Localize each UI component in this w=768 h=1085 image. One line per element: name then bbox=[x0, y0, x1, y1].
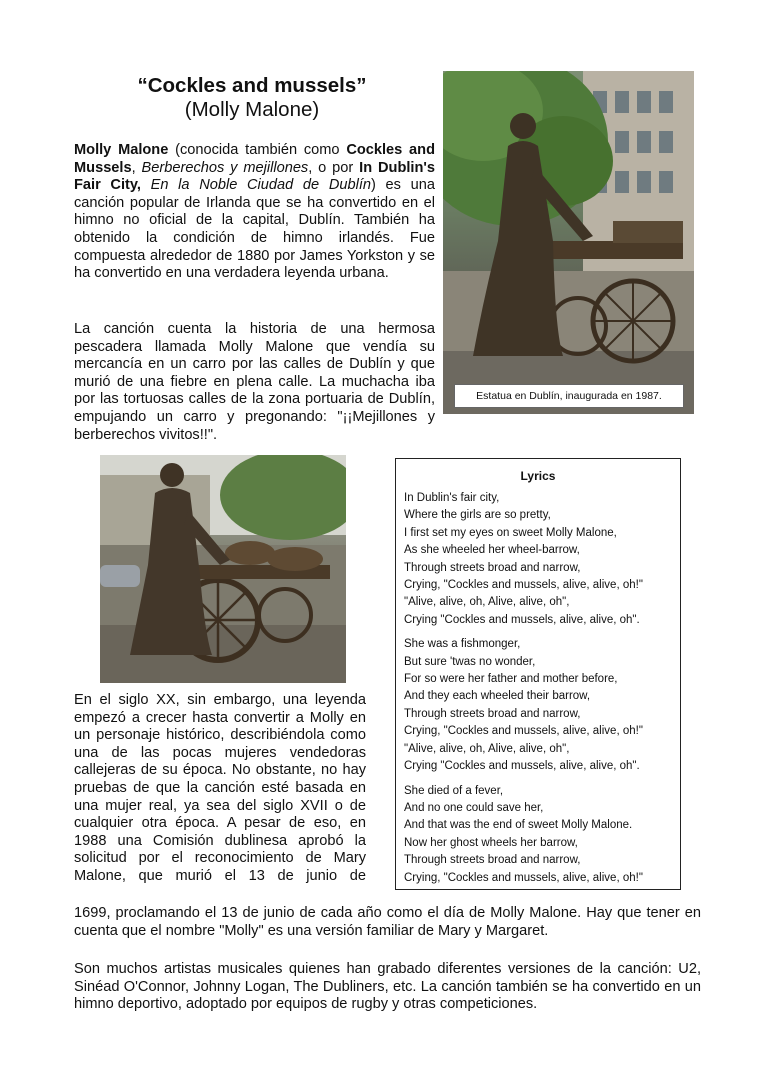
intro-text: , o por bbox=[308, 159, 360, 176]
title-song: “Cockles and mussels” bbox=[137, 74, 367, 97]
intro-bold-alt-title: Cockles and Mussels bbox=[74, 142, 435, 176]
lyric-line: Crying "Cockles and mussels, alive, alive, oh". bbox=[404, 613, 640, 626]
lyric-line: "Alive, alive, oh, Alive, alive, oh", bbox=[404, 596, 570, 609]
lyrics-title: Lyrics bbox=[520, 469, 556, 483]
intro-text: ) es una canción popular de Irlanda que se ha convertido en el himno no oficial de la capital, Dublín. También ha obtenido la condición de himno irlandés. Fue compuesta alrededor de 1880 por James Yorkston y se ha convertido en una verdadera leyenda urbana. bbox=[74, 177, 435, 282]
lyric-line: As she wheeled her wheel-barrow, bbox=[404, 544, 580, 557]
lyric-line: Crying, "Cockles and mussels, alive, alive, oh!" bbox=[404, 579, 643, 592]
lyric-line: She died of a fever, bbox=[404, 784, 504, 797]
lyrics-box bbox=[395, 458, 681, 890]
legend-paragraph: En el siglo XX, sin embargo, una leyenda empezó a crecer hasta convertir a Molly en un personaje histórico, describiéndola como una de las pocas mujeres vendedoras callejeras de su época. No obstante, no hay pruebas de que la canción esté basada en una mujer real, ya sea del siglo XVII o de cualquier otra época. A pesar de eso, en 1988 una Comisión dublinesa aprobó la solicitud por el reconocimiento de Mary Malone, que murió el 13 de junio de bbox=[74, 692, 366, 884]
photo-caption: Estatua en Dublín, inaugurada en 1987. bbox=[454, 384, 684, 408]
statue-photo-1 bbox=[443, 71, 694, 414]
intro-text: (conocida también como bbox=[168, 142, 347, 158]
statue-photo-2 bbox=[100, 455, 346, 683]
lyric-line: Now her ghost wheels her barrow, bbox=[404, 836, 578, 849]
lyric-line: And they each wheeled their barrow, bbox=[404, 690, 591, 703]
lyric-line: For so were her father and mother before, bbox=[404, 673, 618, 686]
lyric-line: "Alive, alive, oh, Alive, alive, oh", bbox=[404, 742, 570, 755]
lyric-line: Crying, "Cockles and mussels, alive, alive, oh!" bbox=[404, 725, 643, 738]
lyrics-stanza-3 bbox=[404, 783, 672, 887]
statue-photo-2-image bbox=[100, 455, 346, 683]
lyrics-stanza-2 bbox=[404, 636, 672, 775]
legend-paragraph-continued: 1699, proclamando el 13 de junio de cada año como el día de Molly Malone. Hay que tener en cuenta que el nombre "Molly" es una versión familiar de Mary y Margaret. bbox=[74, 905, 701, 939]
lyrics-stanza-1 bbox=[404, 490, 672, 629]
lyric-line: Through streets broad and narrow, bbox=[404, 561, 581, 574]
intro-text: , bbox=[131, 159, 142, 176]
lyric-line: And that was the end of sweet Molly Malone. bbox=[404, 819, 633, 832]
lyric-line: But sure 'twas no wonder, bbox=[404, 655, 536, 668]
story-paragraph: La canción cuenta la historia de una hermosa pescadera llamada Molly Malone que vendía su mercancía en un carro por las calles de Dublín y que murió de una fiebre en plena calle. La muchacha iba por las tortuosas calles de la zona portuaria de Dublín, empujando un carro y pregonando: "¡¡Mejillones y berberechos vivitos!!". bbox=[74, 321, 435, 443]
lyric-line: In Dublin's fair city, bbox=[404, 492, 500, 504]
intro-italic-translation: Berberechos y mejillones bbox=[141, 159, 309, 176]
intro-italic-translation: En la Noble Ciudad de Dublín bbox=[150, 177, 372, 194]
intro-paragraph bbox=[74, 142, 435, 283]
lyric-line: Through streets broad and narrow, bbox=[404, 854, 581, 867]
intro-text bbox=[141, 177, 151, 193]
statue-photo-1-image bbox=[443, 71, 694, 414]
lyric-line: Crying "Cockles and mussels, alive, alive, oh". bbox=[404, 760, 640, 773]
intro-bold-alt-title: In Dublin's Fair City, bbox=[74, 159, 435, 194]
artists-paragraph: Son muchos artistas musicales quienes han grabado diferentes versiones de la canción: U2, Sinéad O'Connor, Johnny Logan, The Dubliners, etc. La canción también se ha convertido en un himno deportivo, adoptado por equipos de rugby y otras competiciones. bbox=[74, 961, 701, 1013]
title-subtitle: (Molly Malone) bbox=[184, 98, 320, 121]
document-title bbox=[74, 74, 430, 122]
lyric-line: Crying, "Cockles and mussels, alive, alive, oh!" bbox=[404, 871, 643, 884]
lyric-line: Where the girls are so pretty, bbox=[404, 509, 551, 522]
lyric-line: Through streets broad and narrow, bbox=[404, 707, 581, 720]
lyric-line: She was a fishmonger, bbox=[404, 638, 521, 651]
lyric-line: And no one could save her, bbox=[404, 801, 544, 814]
intro-bold-name: Molly Malone bbox=[74, 142, 169, 158]
lyric-line: I first set my eyes on sweet Molly Malone, bbox=[404, 526, 617, 539]
